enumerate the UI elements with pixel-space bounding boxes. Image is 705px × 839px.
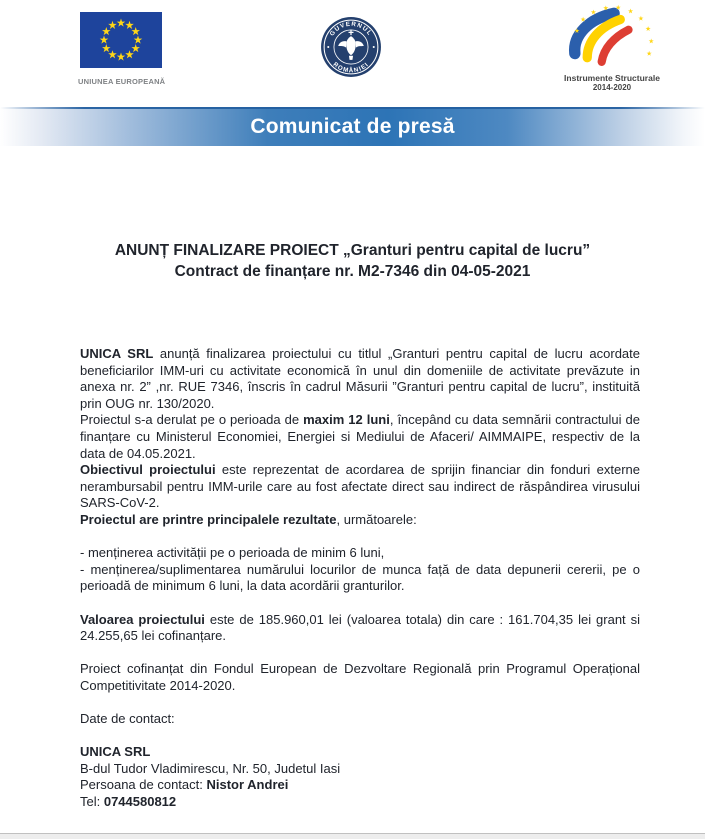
contact-phone-number: 0744580812 (103, 794, 177, 810)
structural-instruments-icon (560, 4, 664, 68)
press-release-banner (0, 107, 705, 146)
gov-romania-seal-icon (320, 16, 382, 78)
eu-flag-logo (78, 12, 164, 86)
structural-instruments-logo (548, 4, 676, 93)
contact-address: B-dul Tudor Vladimirescu, Nr. 50, Judetul Iasi (80, 760, 341, 776)
document-body (80, 346, 640, 811)
beneficiary-name: UNICA SRL (80, 346, 154, 361)
paragraph-project-duration: Proiectul s-a derulat pe o perioada de maxim 12 luni, începând cu data semnării contractului de finanțare cu Ministerul Economiei, Energiei si Mediului de Afaceri/ AIMMAIPE, respectiv de la data de 04.05.2021. (80, 412, 641, 461)
paragraph-project-announcement: UNICA SRL anunță finalizarea proiectului cu titlul „Granturi pentru capital de lucru acordate beneficiarilor IMM-uri cu activitate economică în unul din domeniile de activitate prevăzute in anexa nr. 2” ,nr. RUE 7346, înscris în cadrul Măsurii ”Granturi pentru capital de lucru”, instituită prin OUG nr. 130/2020. (80, 346, 641, 411)
result-item-2: - menținerea/suplimentarea numărului locurilor de munca față de data depunerii cererii, pe o perioadă de minimum 6 luni, la data acordării granturilor. (80, 561, 640, 594)
paragraph-project-value: Valoarea proiectului este de 185.960,01 lei (valoarea totala) din care : 161.704,35 lei grant si 24.255,65 lei cofinanțare. (80, 611, 640, 644)
gov-seal-bottom-text: ROMÂNIEI (331, 60, 371, 75)
paragraph-cofinancing: Proiect cofinanțat din Fondul European de Dezvoltare Regională prin Programul Operațional Competitivitate 2014-2020. (80, 661, 640, 693)
document-title-line1: ANUNȚ FINALIZARE PROIECT „Granturi pentru capital de lucru” (114, 242, 591, 259)
banner-title: Comunicat de presă (250, 114, 455, 138)
eu-flag-icon (80, 12, 162, 68)
contact-heading: Date de contact: (80, 711, 175, 727)
footer-strip (0, 833, 705, 839)
result-item-1: - menținerea activității pe o perioada de minim 6 luni, (80, 545, 385, 561)
gov-seal-top-text: GUVERNUL (328, 20, 374, 38)
contact-phone: Tel: 0744580812 (80, 794, 177, 810)
eu-flag-label: UNIUNEA EUROPEANĂ (78, 77, 166, 86)
paragraph-project-results: Proiectul are printre principalele rezultate, următoarele: (80, 511, 417, 527)
document-title-line2: Contract de finanțare nr. M2-7346 din 04-05-2021 (174, 263, 531, 280)
structural-instruments-period: 2014-2020 (592, 83, 632, 92)
structural-instruments-label: Instrumente Structurale (564, 73, 660, 83)
contact-person-name: Nistor Andrei (206, 777, 289, 793)
gov-romania-logo (320, 16, 382, 78)
contact-company: UNICA SRL (80, 744, 151, 760)
paragraph-project-objective: Obiectivul proiectului este reprezentat de acordarea de sprijin financiar din fonduri externe nerambursabil pentru IMM-urile care au fost afectate direct sau indirect de răspândirea virusului SARS-CoV-2. (80, 462, 640, 511)
contact-person: Persoana de contact: Nistor Andrei (80, 777, 289, 793)
document-title (0, 240, 705, 282)
